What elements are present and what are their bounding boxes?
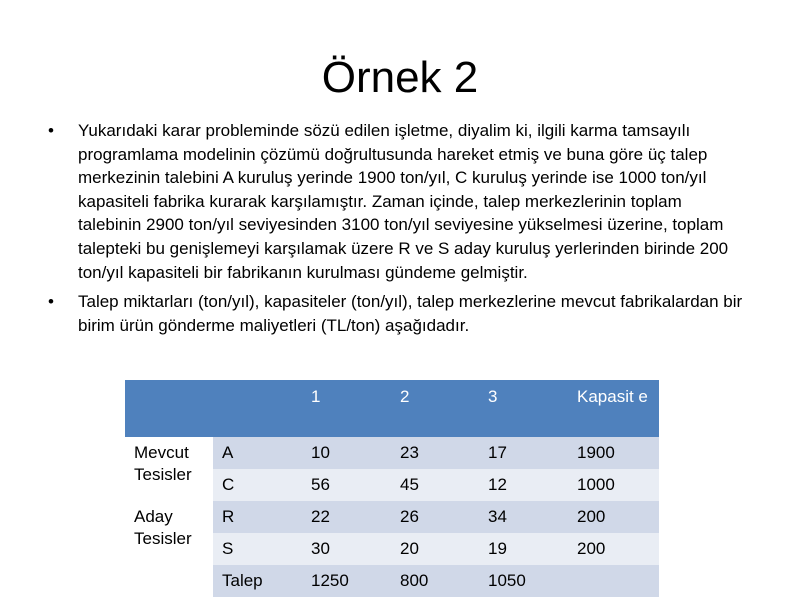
table-cell: 17 [479,437,568,469]
row-label: R [213,501,302,533]
group-label-existing: Mevcut Tesisler [125,437,213,501]
table-cell: 26 [391,501,479,533]
cost-table [125,380,659,597]
table-header-row [125,380,659,437]
bullet-item-2 [48,290,748,337]
header-cell-empty [213,380,302,437]
table-cell: 23 [391,437,479,469]
table-cell: 1250 [302,565,391,597]
row-label: A [213,437,302,469]
table-cell: 200 [568,533,659,565]
table-cell [568,565,659,597]
table-cell: 10 [302,437,391,469]
header-cell-2: 2 [391,380,479,437]
bullet-dot-icon: • [48,121,54,140]
table-cell: 12 [479,469,568,501]
table-cell: 1900 [568,437,659,469]
bullet-text-1: Yukarıdaki karar probleminde sözü edilen işletme, diyalim ki, ilgili karma tamsayılı programlama modelinin çözümü doğrultusunda hareket etmiş ve buna göre üç talep merkezinin talebini A kuruluş yerinde 1900 ton/yıl, C kuruluş yerinde ise 1000 ton/yıl kapasiteli fabrika kurarak karşılamıştır. Zaman içinde, talep merkezlerinin toplam talebinin 2900 ton/yıl seviyesinden 3100 ton/yıl seviyesine yükselmesi üzerine, toplam talepteki bu genişlemeyi karşılamak üzere R ve S aday kuruluş yerlerinden birinde 200 ton/yıl kapasiteli bir fabrikanın kurulması gündeme gelmiştir. [78,121,729,282]
header-cell-3: 3 [479,380,568,437]
row-label: C [213,469,302,501]
header-cell-capacity: Kapasit e [568,380,659,437]
slide-title: Örnek 2 [321,53,479,102]
table-cell: 20 [391,533,479,565]
row-label: Talep [213,565,302,597]
group-label-candidate: Aday Tesisler [125,501,213,565]
table-row [125,501,659,533]
bullet-dot-icon: • [48,292,54,312]
table-cell: 56 [302,469,391,501]
table-cell: 200 [568,501,659,533]
table-cell: 45 [391,469,479,501]
table-cell: 34 [479,501,568,533]
table-cell-empty [125,565,213,597]
table-row [125,565,659,597]
table-cell: 800 [391,565,479,597]
table-cell: 1050 [479,565,568,597]
table-cell: 1000 [568,469,659,501]
table-cell: 19 [479,533,568,565]
header-cell-1: 1 [302,380,391,437]
bullet-list [48,119,748,343]
table-cell: 22 [302,501,391,533]
table-row [125,437,659,469]
bullet-text-2: Talep miktarları (ton/yıl), kapasiteler (ton/yıl), talep merkezlerine mevcut fabrikalardan bir birim ürün gönderme maliyetleri (TL/ton) aşağıdadır. [78,292,743,335]
bullet-item-1 [48,119,748,284]
row-label: S [213,533,302,565]
header-cell-empty [125,380,213,437]
table-cell: 30 [302,533,391,565]
